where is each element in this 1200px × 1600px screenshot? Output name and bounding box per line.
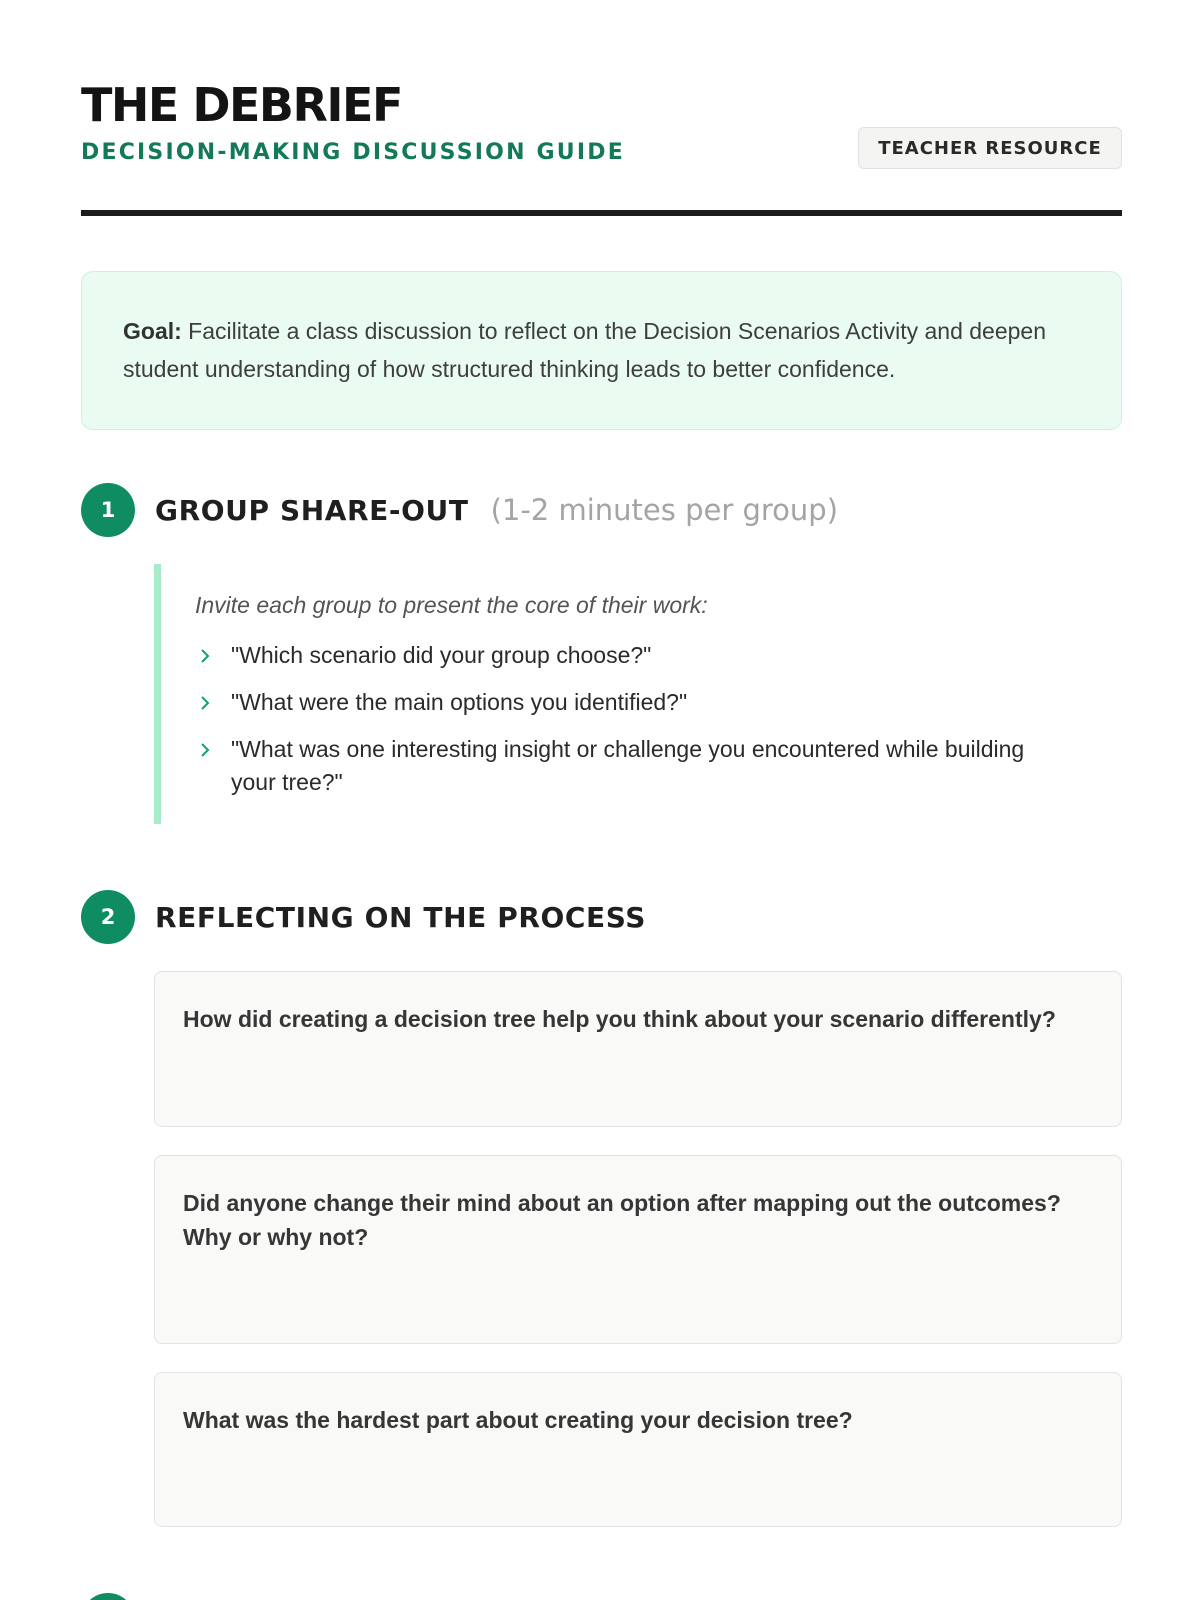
chevron-right-icon <box>197 695 213 711</box>
page-subtitle: DECISION-MAKING DISCUSSION GUIDE <box>81 140 625 165</box>
list-item <box>195 639 1055 672</box>
page-title: THE DEBRIEF <box>81 78 402 132</box>
goal-text: Facilitate a class discussion to reflect on the Decision Scenarios Activity and deepen student understanding of how structured thinking leads to better confidence. <box>123 318 1047 382</box>
share-out-panel <box>154 564 1122 824</box>
chevron-right-icon <box>197 742 213 758</box>
section-title: REFLECTING ON THE PROCESS <box>155 900 647 934</box>
section-time-note: (1-2 minutes per group) <box>490 493 839 527</box>
list-item <box>195 733 1055 799</box>
page-header <box>81 0 1122 218</box>
chevron-right-icon <box>197 648 213 664</box>
section-reflecting-heading <box>81 890 646 944</box>
header-divider <box>81 210 1122 216</box>
list-item-text: "What were the main options you identified?" <box>231 689 688 715</box>
goal-callout <box>81 271 1122 430</box>
step-number-badge: 1 <box>81 483 135 537</box>
share-out-question-list <box>195 639 1055 813</box>
next-step-badge <box>81 1593 135 1600</box>
reflection-question-card: Did anyone change their mind about an option after mapping out the outcomes? Why or why not? <box>154 1155 1122 1344</box>
teacher-resource-badge: TEACHER RESOURCE <box>858 127 1122 169</box>
list-item <box>195 686 1055 719</box>
list-item-text: "What was one interesting insight or challenge you encountered while building your tree?" <box>231 736 1025 795</box>
reflection-question-card: What was the hardest part about creating your decision tree? <box>154 1372 1122 1527</box>
list-item-text: "Which scenario did your group choose?" <box>231 642 652 668</box>
section-group-share-out-heading <box>81 483 838 537</box>
section-title: GROUP SHARE-OUT <box>155 493 469 527</box>
step-number-badge: 2 <box>81 890 135 944</box>
goal-label: Goal: <box>123 318 182 344</box>
share-out-prompt: Invite each group to present the core of their work: <box>195 592 708 618</box>
discussion-guide-page <box>81 0 1122 1433</box>
reflection-question-card: How did creating a decision tree help you think about your scenario differently? <box>154 971 1122 1127</box>
